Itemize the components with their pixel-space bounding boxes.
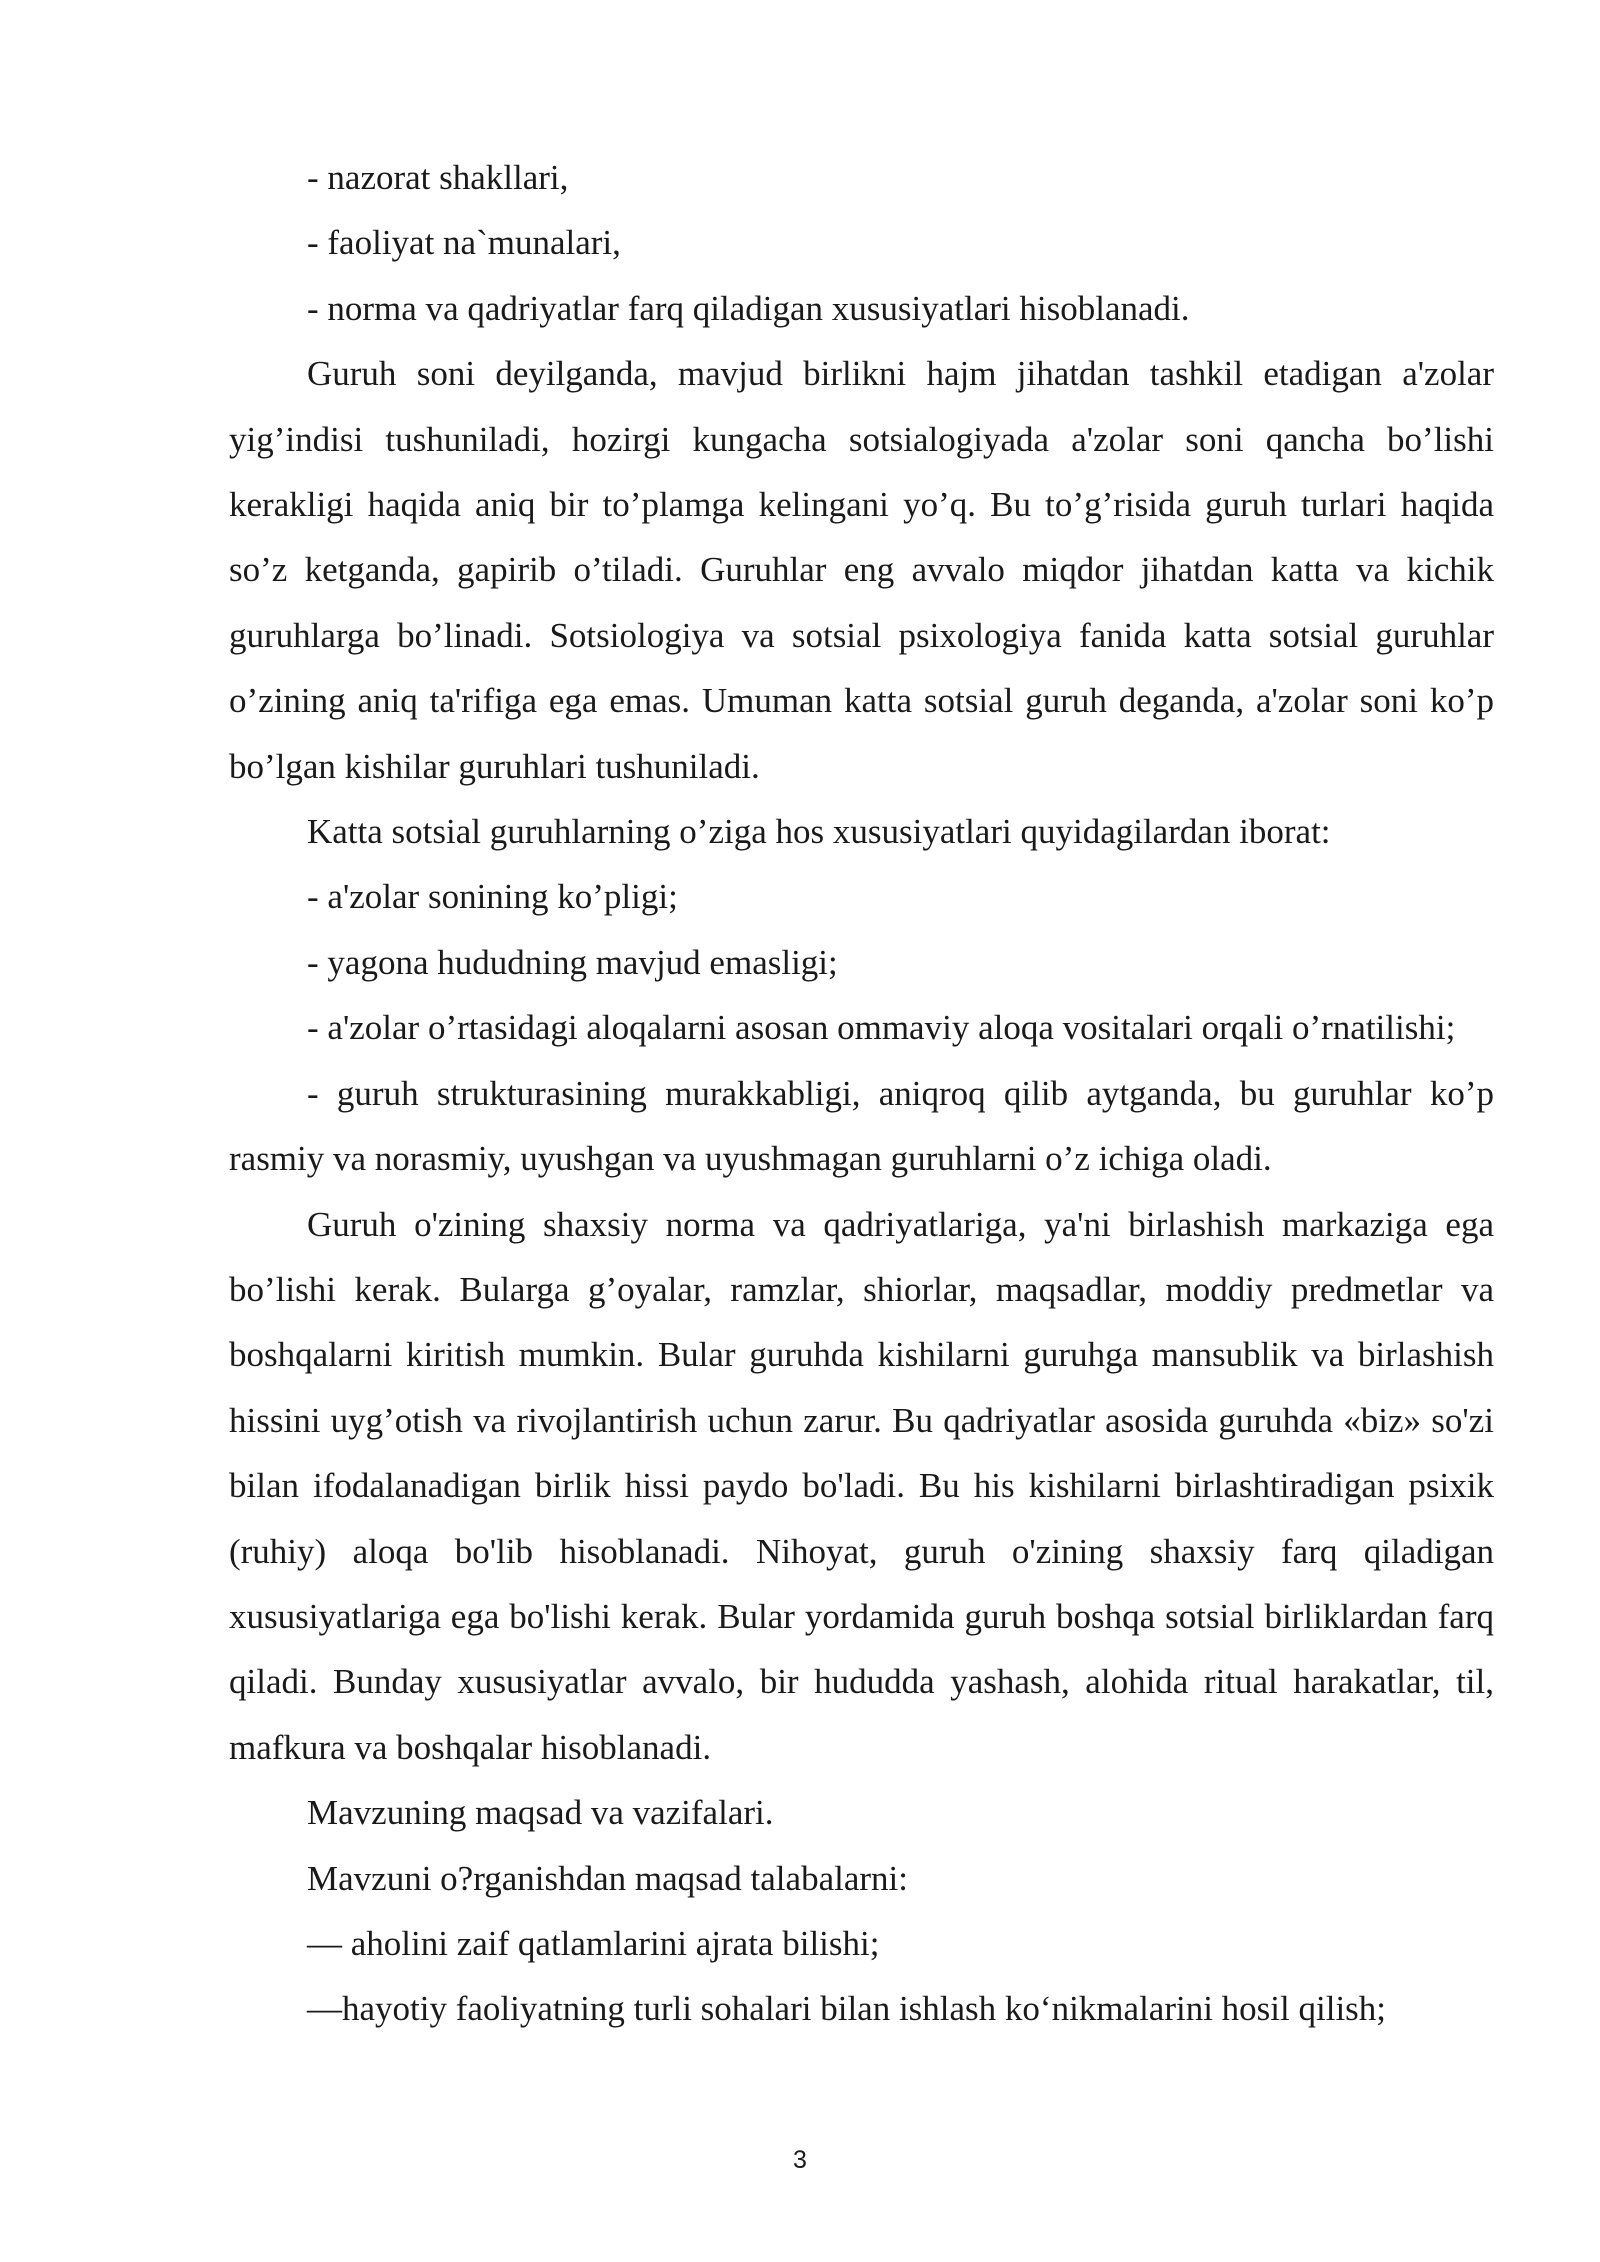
paragraph: Guruh soni deyilganda, mavjud birlikni hajm jihatdan tashkil etadigan a'zolar yig’indisi tushuniladi, hozirgi kungacha sotsialogiyada a'zolar soni qancha bo’lishi kerakligi haqida aniq bir to’plamga kelingani yo’q. Bu to’g’risida guruh turlari haqida so’z ketganda, gapirib o’tiladi. Guruhlar eng avvalo miqdor jihatdan katta va kichik guruhlarga bo’linadi. Sotsiologiya va sotsial psixologiya fanida katta sotsial guruhlar o’zining aniq ta'rifiga ega emas. Umuman katta sotsial guruh deganda, a'zolar soni ko’p bo’lgan kishilar guruhlari tushuniladi. <box>229 354 1494 786</box>
list-item: - guruh strukturasining murakkabligi, aniqroq qilib aytganda, bu guruhlar ko’p rasmiy va norasmiy, uyushgan va uyushmagan guruhlarni o’z ichiga oladi. <box>229 1073 1494 1179</box>
section-heading: Mavzuning maqsad va vazifalari. <box>307 1793 774 1833</box>
list-item: - a'zolar o’rtasidagi aloqalarni asosan ommaviy aloqa vositalari orqali o’rnatilishi; <box>307 1008 1456 1048</box>
list-item: - nazorat shakllari, <box>307 158 569 197</box>
document-page <box>229 145 1494 2042</box>
page-number: 3 <box>793 2146 807 2174</box>
paragraph: Katta sotsial guruhlarning o’ziga hos xususiyatlari quyidagilardan iborat: <box>307 812 1331 852</box>
list-item: —hayotiy faoliyatning turli sohalari bilan ishlash ko‘nikmalarini hosil qilish; <box>307 1989 1387 2029</box>
list-item: - faoliyat na`munalari, <box>307 223 621 263</box>
list-item: - yagona hududning mavjud emasligi; <box>307 942 838 982</box>
paragraph: Guruh o'zining shaxsiy norma va qadriyatlariga, ya'ni birlashish markaziga ega bo’lishi kerak. Bularga g’oyalar, ramzlar, shiorlar, maqsadlar, moddiy predmetlar va boshqalarni kiritish mumkin. Bular guruhda kishilarni guruhga mansublik va birlashish hissini uyg’otish va rivojlantirish uchun zarur. Bu qadriyatlar asosida guruhda «biz» so'zi bilan ifodalanadigan birlik hissi paydo bo'ladi. Bu his kishilarni birlashtiradigan psixik (ruhiy) aloqa bo'lib hisoblanadi. Nihoyat, guruh o'zining shaxsiy farq qiladigan xususiyatlariga ega bo'lishi kerak. Bular yordamida guruh boshqa sotsial birliklardan farq qiladi. Bunday xususiyatlar avvalo, bir hududda yashash, alohida ritual harakatlar, til, mafkura va boshqalar hisoblanadi. <box>229 1204 1494 1767</box>
paragraph: Mavzuni o?rganishdan maqsad talabalarni: <box>307 1858 908 1898</box>
list-item: — aholini zaif qatlamlarini ajrata bilishi; <box>307 1923 880 1963</box>
list-item: - norma va qadriyatlar farq qiladigan xususiyatlari hisoblanadi. <box>307 288 1190 328</box>
list-item: - a'zolar sonining ko’pligi; <box>307 877 678 917</box>
